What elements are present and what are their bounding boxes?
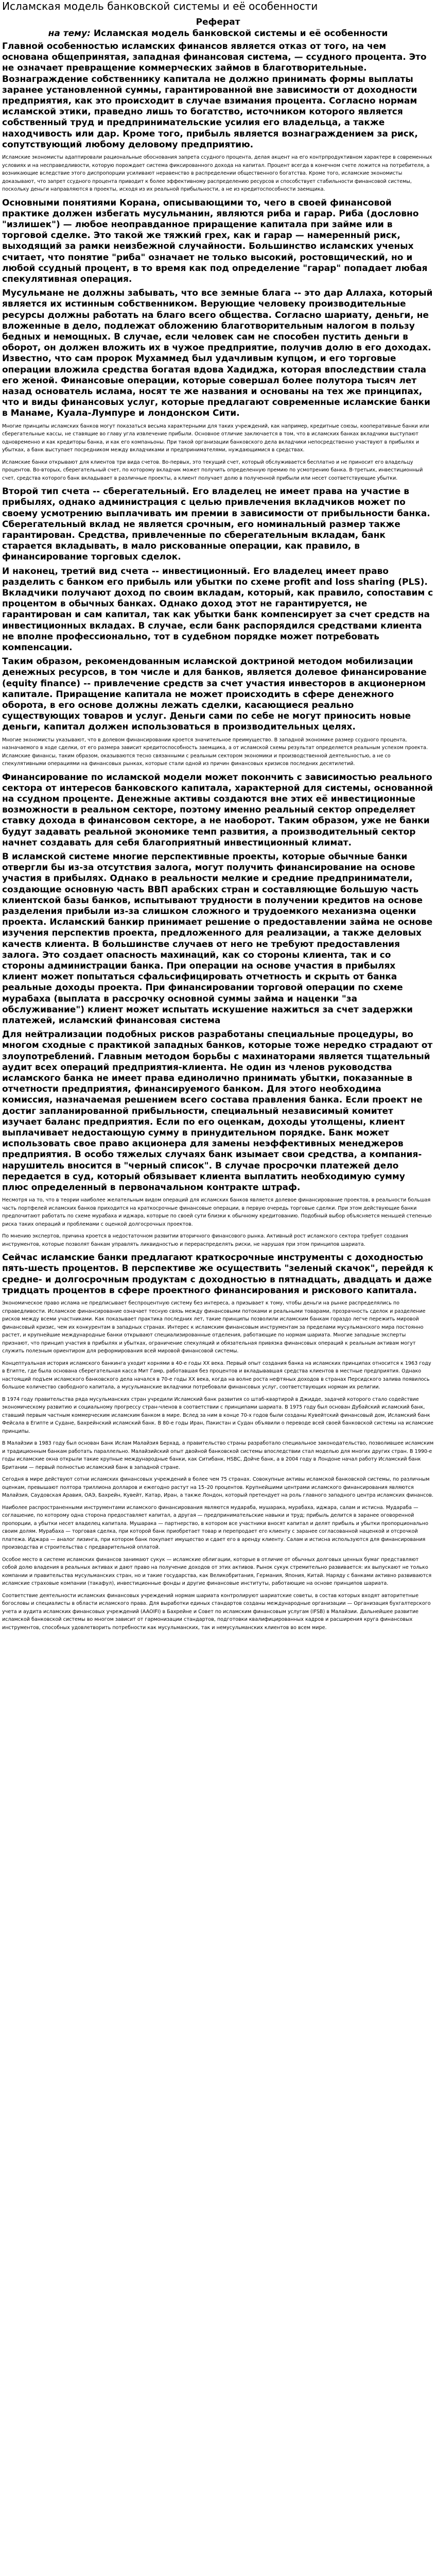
bold-paragraph: Мусульмане не должны забывать, что все земные блага -- это дар Аллаха, который является их истинным собственником. Верующие человеку производительные ресурсы должны работать на благо всего общества. Согласно шариату, деньги, не вложенные в дело, подлежат обложению благотворительным налогом в пользу бедных и немощных. В случае, если человек сам не способен пустить деньги в оборот, он должен вложить их в чужое предприятие, получив долю в его доходах. Известно, что сам пророк Мухаммед был удачливым купцом, и его торговые операции вложила средства богатая вдова Хадиджа, которая впоследствии стала его женой. Финансовые операции, которые совершал более полутора тысяч лет назад основатель ислама, носят те же названия и основаны на тех же принципах, что и виды финансовых услуг, которые предлагают современные исламские банки в Манаме, Куала-Лумпуре и лондонском Сити.: [2, 288, 433, 419]
bold-paragraph: Финансирование по исламской модели может покончить с зависимостью реального сектора от интересов банковского капитала, характерной для системы, основанной на ссудном проценте. Денежные активы создаются вне этих её инвестиционные возможности в реальном секторе, поэтому именно реальный сектор определяет ставку дохода в финансовом секторе, а не наоборот. Таким образом, уже не банки будут задавать реальной экономике темп развития, а производительный сектор начнет создавать для себя благоприятный инвестиционный климат.: [2, 772, 433, 848]
small-paragraph: Исламские банки открывают для клиентов три вида счетов. Во-первых, это текущий счет, который обслуживается бесплатно и не приносит его владельцу процентов. Во-вторых, сберегательный счет, по которому вкладчик может получить определенную премию по усмотрению банка. В-третьих, инвестиционный счет, средства которого банк вкладывает в различные проекты, а клиент получает долю в полученной прибыли или несет соответствующие убытки.: [2, 459, 423, 481]
bold-paragraph: Главной особенностью исламских финансов является отказ от того, на чем основана общепринятая, западная финансовая система, — ссудного процента. Это не означает превращение коммерческих займов в благотворительные. Вознаграждение собственнику капитала не должно принимать формы выплаты заранее установленной суммы, гарантированной вне зависимости от доходности предприятия, как это происходит в случае взимания процента. Согласно нормам исламской этики, праведно лишь то богатство, источником которого является собственный труд и предпринимательские усилия его владельца, а также находчивость или дар. Кроме того, прибыль является вознаграждением за риск, сопутствующий любому деловому предприятию.: [2, 41, 427, 150]
small-paragraph: Концептуальная история исламского банкинга уходит корнями в 40-е годы ХХ века. Первый опыт создания банка на исламских принципах относится к 1963 году в Египте, где была основана сберегательная касса Мит Гамр, работавшая без процентов и вкладывавшая средства клиентов в местные предприятия. Однако настоящий подъем исламского банковского дела начался в 70-е годы ХХ века, когда на волне роста нефтяных доходов в странах Персидского залива появилось большое количество свободного капитала, а мусульманские вкладчики потребовали финансовых услуг, соответствующих нормам их религии.: [2, 1360, 431, 1391]
bold-paragraph: В исламской системе многие перспективные проекты, которые обычные банки отвергли бы из-за отсутствия залога, могут получить финансирование на основе участия в прибылях. Однако в реальности мелкие и средние предприниматели, создающие основную часть ВВП арабских стран и составляющие большую часть клиентской базы банков, испытывают трудности в получении кредитов на основе разделения прибыли из-за слишком сложного и трудоемкого механизма оценки проекта. Исламский банкир принимает решение о предоставлении займа не основе изучения перспектив проекта, предложенного для реализации, а также деловых качеств клиента. В большинстве случаев от него не требуют предоставления залога. Это создает опасность махинаций, как со стороны клиента, так и со стороны администрации банка. При операции на основе участия в прибылях клиент может попытаться сфальсифицировать отчетность и скрыть от банка реальные доходы проекта. При финансировании торговой операции по схеме мурабаха (выплата в рассрочку основной суммы займа и наценки "за обслуживание") клиент может испытать искушение нажиться за счет задержки платежей, исламский финансовая система: [2, 851, 433, 1026]
small-paragraph: Сегодня в мире действуют сотни исламских финансовых учреждений в более чем 75 странах. Совокупные активы исламской банковской системы, по различным оценкам, превышают полтора триллиона долларов и ежегодно растут на 15–20 процентов. Крупнейшими центрами исламского финансирования являются Малайзия, Саудовская Аравия, ОАЭ, Бахрейн, Кувейт, Катар, Иран, а также Лондон, который претендует на роль главного западного центра исламских финансов.: [2, 1477, 434, 1499]
document-body: [2, 41, 434, 1632]
small-paragraph: В Малайзии в 1983 году был основан Банк Ислам Малайзия Берхад, а правительство страны разработало специальное законодательство, позволившее исламским и традиционным банкам работать параллельно. Малайзийский опыт двойной банковской системы впоследствии стал моделью для многих других стран. В 1990-е годы исламские окна открыли такие крупные международные банки, как Ситибанк, HSBC, Дойче банк, а в 2004 году в Лондоне начал работу Исламский банк Британии — первый полностью исламский банк в западной стране.: [2, 1440, 434, 1470]
bold-paragraph: Таким образом, рекомендованным исламской доктриной методом мобилизации денежных ресурсов, в том числе и для банков, является долевое финансирование (equity finance) -- привлечение средств за счет участия инвесторов в акционерном капитале. Приращение капитала не может происходить в сфере денежного оборота, в его основе должны лежать сделки, касающиеся реально существующих товаров и услуг. Деньги сами по себе не могут приносить новые деньги, капитал должен использоваться в производительных целях.: [2, 656, 427, 733]
small-paragraph: Экономическое право ислама не предписывает беспроцентную систему без интереса, а призывает к тому, чтобы деньги на рынке распределялись по справедливости. Исламское финансирование означает тесную связь между финансовыми потоками и реальными товарами, прозрачность сделок и разделение рисков между всеми участниками. Как показывает практика последних лет, такие принципы позволили исламским банкам гораздо легче пережить мировой финансовый кризис, чем их конкурентам в западных странах. Интерес к исламским финансовым инструментам за пределами мусульманского мира постоянно растет, и крупнейшие международные банки открывают специализированные отделения, работающие по нормам шариата. Многие западные эксперты признают, что принцип участия в прибылях и убытках, ограничение спекуляций и обязательная привязка финансовых операций к реальным активам могут служить полезным ориентиром для реформирования всей мировой финансовой системы.: [2, 1300, 426, 1354]
bold-paragraph: Сейчас исламские банки предлагают краткосрочные инструменты с доходностью пять-шесть процентов. В перспективе же осуществить "зеленый скачок", перейдя к средне- и долгосрочным продуктам с доходностью в пятнадцать, двадцать и даже тридцать процентов в сфере проектного финансирования и рискового капитала.: [2, 1252, 433, 1296]
bold-paragraph: Для нейтрализации подобных рисков разработаны специальные процедуры, во многом сходные с практикой западных банков, которые тоже нередко страдают от злоупотреблений. Главным методом борьбы с махинаторами является тщательный аудит всех операций предприятия-клиента. Не один из членов руководства исламского банка не имеет права единолично принимать убытки, показанные в отчетности предприятия, финансируемого банком. Для этого необходима комиссия, назначаемая решением всего состава правления банка. Если проект не достиг запланированной прибыльности, специальный независимый комитет изучает баланс предприятия. Если по его оценкам, доходы утолщены, клиент выплачивает недостающую сумму в принудительном порядке. Банк может использовать свое право акционера для замены неэффективных менеджеров предприятия. В особо тяжелых случаях банк изымает свои средства, а компания-нарушитель вносится в "черный список". В случае просрочки платежей дело передается в суд, который обязывает клиента выплатить необходимую сумму плюс определенный в первоначальном контракте штраф.: [2, 1029, 433, 1193]
essay-topic-label: на тему:: [48, 28, 91, 39]
bold-paragraph: Основными понятиями Корана, описывающими то, чего в своей финансовой практике должен избегать мусульманин, являются риба и гарар. Риба (дословно "излишек") — любое неоправданное приращение капитала при займе или в торговой сделке. Это такой же тяжкий грех, как и гарар — намеренный риск, выходящий за рамки неизбежной случайности. Большинство исламских ученых считает, что понятие "риба" означает не только высокий, ростовщический, но и любой ссудный процент, в то время как под определение "гарар" попадает любая спекулятивная операция.: [2, 197, 428, 284]
small-paragraph: Многие экономисты указывают, что в долевом финансировании кроется значительное преимущество. В западной экономике размер ссудного процента, назначаемого в ходе сделки, от его размера зависит кредитоспособность заемщика, а от исламской схемы результат определяется реальным успехом проекта. Исламские финансы, таким образом, оказываются тесно связанными с реальным сектором экономики и производственной деятельностью, а не со спекулятивными операциями на финансовых рынках, которые стали одной из причин финансовых кризисов последних десятилетий.: [2, 737, 428, 767]
small-paragraph: Наиболее распространенными инструментами исламского финансирования являются мудараба, мушарака, мурабаха, иджара, салам и истисна. Мудараба — соглашение, по которому одна сторона предоставляет капитал, а другая — предпринимательские навыки и труд; прибыль делится в заранее оговоренной пропорции, а убытки несет владелец капитала. Мушарака — партнерство, в котором все участники вносят капитал и делят прибыль и убытки пропорционально своим долям. Мурабаха — торговая сделка, при которой банк приобретает товар и перепродает его клиенту с заранее согласованной наценкой и отсрочкой платежа. Иджара — аналог лизинга, при котором банк покупает имущество и сдает его в аренду клиенту. Салам и истисна используются для финансирования производства и строительства с предварительной оплатой.: [2, 1504, 428, 1551]
essay-kind: Реферат: [196, 17, 240, 27]
essay-topic-line: [2, 28, 434, 39]
small-paragraph: В 1974 году правительства ряда мусульманских стран учредили Исламский банк развития со штаб-квартирой в Джидде, задачей которого стало содействие экономическому развитию и социальному прогрессу стран-членов в соответствии с принципами шариата. В 1975 году был основан Дубайский исламский банк, ставший первым частным коммерческим исламским банком в мире. Вслед за ним в конце 70-х годов были созданы Кувейтский финансовый дом, Исламский банк Фейсала в Египте и Судане, Бахрейнский исламский банк. В 80-е годы Иран, Пакистан и Судан объявили о переводе всей своей банковской системы на исламские принципы.: [2, 1396, 433, 1434]
small-paragraph: По мнению экспертов, причина кроется в недостаточном развитии вторичного финансового рынка. Активный рост исламского сектора требует создания инструментов, которые позволят банкам управлять ликвидностью и перераспределять риски, не нарушая при этом принципов шариата.: [2, 1233, 408, 1247]
bold-paragraph: Второй тип счета -- сберегательный. Его владелец не имеет права на участие в прибылях, однако администрация с целью привлечения вкладчиков может по своему усмотрению выплачивать им премии в зависимости от прибыльности банка. Сберегательный вклад не является срочным, его номинальный размер также гарантирован. Средства, привлеченные по сберегательным вкладам, банк старается вкладывать, в мало рискованные операции, как правило, в финансирование торговых сделок.: [2, 486, 430, 563]
small-paragraph: Исламские экономисты адаптировали рациональные обоснования запрета ссудного процента, делая акцент на его контрпродуктивном характере в современных условиях и на несправедливости, которую порождает система фиксированного дохода на капитал. Процент всегда в конечном счете ложится на потребителя, а возникающие вследствие этого диспропорции усиливают неравенство в распределении общественного богатства. Кроме того, исламские экономисты доказывают, что запрет ссудного процента приводит к более эффективному распределению ресурсов и способствует стабильности финансовой системы, поскольку деньги направляются в проекты, исходя из их реальной прибыльности, а не из кредитоспособности заемщика.: [2, 155, 432, 193]
small-paragraph: Особое место в системе исламских финансов занимают сукук — исламские облигации, которые в отличие от обычных долговых ценных бумаг представляют собой долю владения в реальных активах и дают право на получение доходов от этих активов. Рынок сукук стремительно развивается: их выпускают не только компании и правительства мусульманских стран, но и такие государства, как Великобритания, Германия, Япония, Китай. Наряду с банками активно развиваются исламские страховые компании (такафул), инвестиционные фонды и другие финансовые институты, работающие на основе принципов шариата.: [2, 1556, 432, 1587]
small-paragraph: Многие принципы исламских банков могут показаться весьма характерными для таких учреждений, как например, кредитные союзы, кооперативные банки или сберегательные кассы, не ставящие во главу угла извлечение прибыли. Основное отличие заключается в том, что в исламских банках вкладчики выступают одновременно и как кредиторы банка, и как его компаньоны. При такой организации банковского дела вкладчики непосредственно участвуют в прибылях и убытках, а банк выступает посредником между вкладчиками и предпринимателями, нуждающимися в средствах.: [2, 423, 429, 453]
bold-paragraph: И наконец, третий вид счета -- инвестиционный. Его владелец имеет право разделить с банком его прибыль или убытки по схеме profit and loss sharing (PLS). Вкладчики получают доход по своим вкладам, который, как правило, сопоставим с процентом в обычных банках. Однако доход этот не гарантируется, не гарантирован и сам капитал, так как убытки банк компенсирует за счет средств на инвестиционных вкладах. В случае, если банк распорядился средствами клиента не вполне профессионально, тот в судебном порядке может потребовать компенсации.: [2, 566, 433, 653]
document-title: Исламская модель банковской системы и её особенности: [2, 0, 318, 12]
essay-topic: Исламская модель банковской системы и её особенности: [93, 28, 388, 39]
small-paragraph: Несмотря на то, что в теории наиболее желательным видом операций для исламских банков является долевое финансирование проектов, в реальности большая часть портфелей исламских банков приходится на краткосрочные финансовые операции, в первую очередь торговые сделки. При этом действующие банки предпочитают работать по схеме мурабаха и иджара, которые по своей сути близки к обычному кредитованию. Подобный выбор объясняется меньшей степенью риска таких операций и проблемами с оценкой долгосрочных проектов.: [2, 1197, 432, 1227]
small-paragraph: Соответствие деятельности исламских финансовых учреждений нормам шариата контролируют шариатские советы, в состав которых входят авторитетные богословы и специалисты в области исламского права. Для выработки единых стандартов созданы международные организации — Организация бухгалтерского учета и аудита исламских финансовых учреждений (AAOIFI) в Бахрейне и Совет по исламским финансовым услугам (IFSB) в Малайзии. Дальнейшее развитие исламской банковской системы во многом зависит от гармонизации стандартов, подготовки квалифицированных кадров и расширения круга финансовых инструментов, способных удовлетворить потребности как мусульманских, так и немусульманских клиентов во всем мире.: [2, 1592, 431, 1631]
essay-heading: [2, 16, 434, 39]
